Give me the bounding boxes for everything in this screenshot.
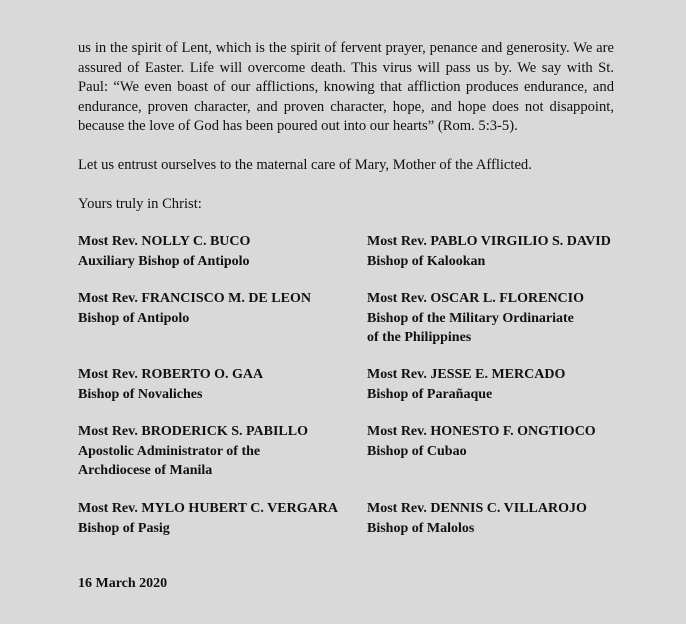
signatory-block <box>78 365 378 404</box>
signatory-name: Most Rev. BRODERICK S. PABILLO <box>78 424 308 439</box>
signatory-title: Bishop of Pasig <box>78 520 170 536</box>
signatory-name: Most Rev. DENNIS C. VILLAROJO <box>367 501 587 516</box>
signatory-title: of the Philippines <box>367 330 472 345</box>
signatory-block <box>78 422 378 481</box>
signatory-name: Most Rev. HONESTO F. ONGTIOCO <box>367 424 596 439</box>
signatory-block <box>367 289 667 348</box>
signatory-name: Most Rev. JESSE E. MERCADO <box>367 367 566 382</box>
signatory-block <box>78 499 378 538</box>
signatory-title: Bishop of Parañaque <box>367 386 493 402</box>
signatory-name: Most Rev. MYLO HUBERT C. VERGARA <box>78 501 338 516</box>
signatory-title: Bishop of the Military Ordinariate <box>367 310 574 326</box>
signatory-name: Most Rev. ROBERTO O. GAA <box>78 367 264 382</box>
letter-date: 16 March 2020 <box>78 576 168 591</box>
signatory-title: Bishop of Kalookan <box>367 253 486 269</box>
signatory-title: Auxiliary Bishop of Antipolo <box>78 253 250 269</box>
signatory-block <box>367 365 667 404</box>
body-paragraph: us in the spirit of Lent, which is the spirit of fervent prayer, penance and generosity. We are assured of Easter. Life will overcome death. This virus will pass us by. We say with St. Paul: “We even boast of our afflictions, knowing that affliction produces endurance, and endurance, proven character, and proven character, hope, and hope does not disappoint, because the love of God has been poured out into our hearts” (Rom. 5:3-5). <box>78 40 614 134</box>
signatory-name: Most Rev. OSCAR L. FLORENCIO <box>367 291 585 306</box>
signatory-title: Apostolic Administrator of the <box>78 443 261 459</box>
signatory-name: Most Rev. PABLO VIRGILIO S. DAVID <box>367 234 611 249</box>
signatory-name: Most Rev. NOLLY C. BUCO <box>78 234 251 249</box>
signatory-name: Most Rev. FRANCISCO M. DE LEON <box>78 291 311 306</box>
signatory-title: Bishop of Malolos <box>367 520 475 536</box>
signatory-block <box>367 499 667 538</box>
body-paragraph: Let us entrust ourselves to the maternal care of Mary, Mother of the Afflicted. <box>78 157 532 173</box>
signatory-title: Bishop of Novaliches <box>78 386 203 402</box>
signatory-block <box>78 232 378 271</box>
signatory-title: Archdiocese of Manila <box>78 463 213 478</box>
signatory-block <box>367 232 667 271</box>
closing-line: Yours truly in Christ: <box>78 196 202 212</box>
signatory-block <box>367 422 667 461</box>
signatory-title: Bishop of Cubao <box>367 443 467 459</box>
signatory-title: Bishop of Antipolo <box>78 310 190 326</box>
signatory-block <box>78 289 378 328</box>
